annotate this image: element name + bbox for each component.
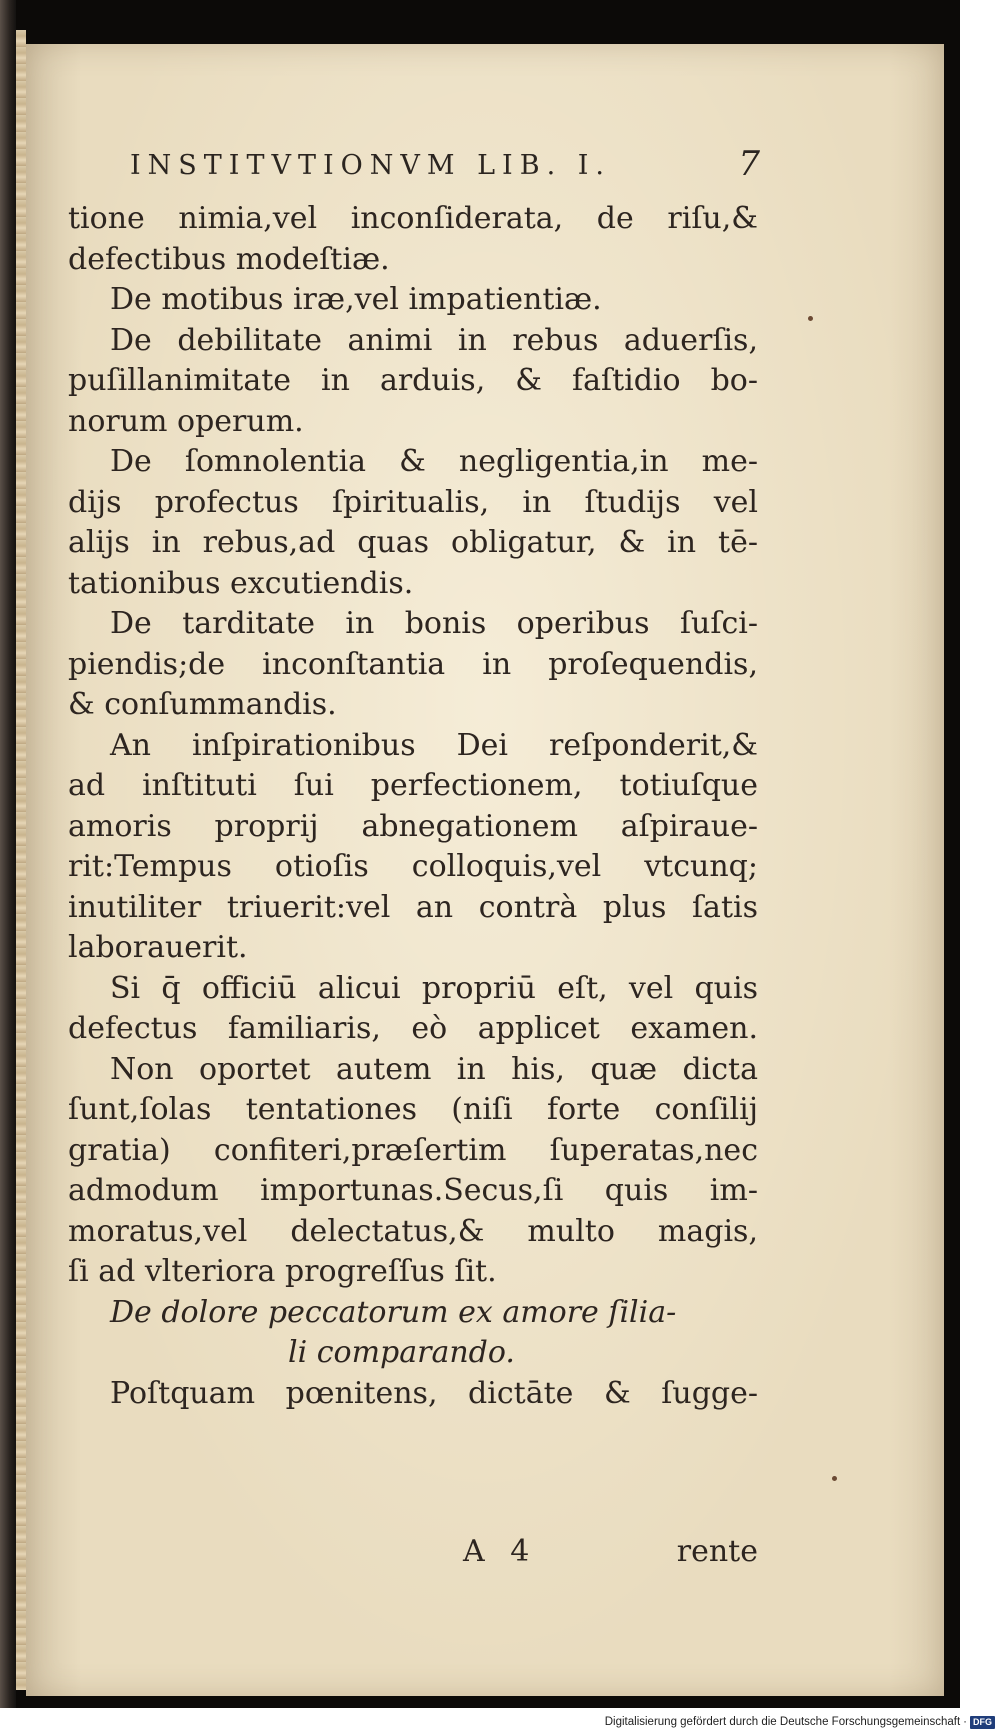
book-spine [0,0,16,1708]
text-line: ad inſtituti ſui perfectionem, totiuſque [68,768,758,803]
page-number: 7 [738,144,760,184]
text-line: rit:Tempus otioſis colloquis,vel vtcunq; [68,849,758,884]
text-line: De debilitate animi in rebus aduerſis, [110,322,758,358]
text-line: norum operum. [68,403,304,439]
text-line: moratus,vel delectatus,& multo magis, [68,1213,758,1249]
text-line: De ſomnolentia & negligentia,in me- [110,444,758,479]
text-line: & conſummandis. [68,687,337,722]
text-line: puſillanimitate in arduis, & faſtidio bo- [68,363,758,398]
text-line: An inſpirationibus Dei reſponderit,& [110,727,758,763]
text-line: tione nimia,vel inconſiderata, de riſu,& [68,201,758,236]
section-heading: De dolore peccatorum ex amore ſilia- [110,1294,677,1330]
signature-mark: A 4 [463,1534,538,1569]
text-line: Si q̄ officiū alicui propriū eſt, vel quis [110,970,758,1006]
dfg-logo: DFG [970,1716,995,1729]
text-line: Poſtquam pœnitens, dictāte & ſugge- [110,1375,758,1411]
text-line: alijs in rebus,ad quas obligatur, & in tē- [68,525,758,560]
book-page [26,44,944,1696]
text-line: dijs profectus ſpiritualis, in ſtudijs vel [68,484,758,520]
text-line: De motibus iræ,vel impatientiæ. [110,282,602,317]
text-line: laborauerit. [68,930,248,965]
text-line: gratia) confiteri,præſertim ſuperatas,nec [68,1132,758,1168]
running-head: INSTITVTIONVM LIB. I. [130,150,611,181]
text-line: inutiliter triuerit:vel an contrà plus ſatis [68,889,758,925]
section-heading-continuation: li comparando. [288,1335,515,1370]
text-line: defectibus modeſtiæ. [68,241,390,277]
text-line: De tarditate in bonis operibus ſuſci- [110,606,758,641]
text-line: admodum importunas.Secus,ſi quis im- [68,1173,758,1208]
credit-text: Digitalisierung gefördert durch die Deutsche Forschungsgemeinschaft [604,1716,961,1728]
text-line: ſi ad vlteriora progreſſus ſit. [68,1254,497,1289]
credit-separator: · [963,1716,967,1728]
text-line: amoris proprij abnegationem aſpiraue- [68,808,758,844]
text-line: defectus familiaris, eò applicet examen. [68,1011,758,1046]
text-line: tationibus excutiendis. [68,565,414,601]
text-line: piendis;de inconſtantia in proſequendis, [68,646,758,682]
ink-spot [832,1476,837,1481]
digitization-credit [550,1712,995,1732]
ink-spot [808,316,813,321]
catchword: rente [676,1534,758,1569]
text-block [68,199,758,1414]
page-edges [16,30,26,1690]
page-header [130,144,760,194]
text-line: ſunt,ſolas tentationes (niſi forte conſilij [68,1092,758,1127]
text-line: Non oportet autem in his, quæ dicta [110,1051,758,1087]
page-footer [68,1534,758,1578]
